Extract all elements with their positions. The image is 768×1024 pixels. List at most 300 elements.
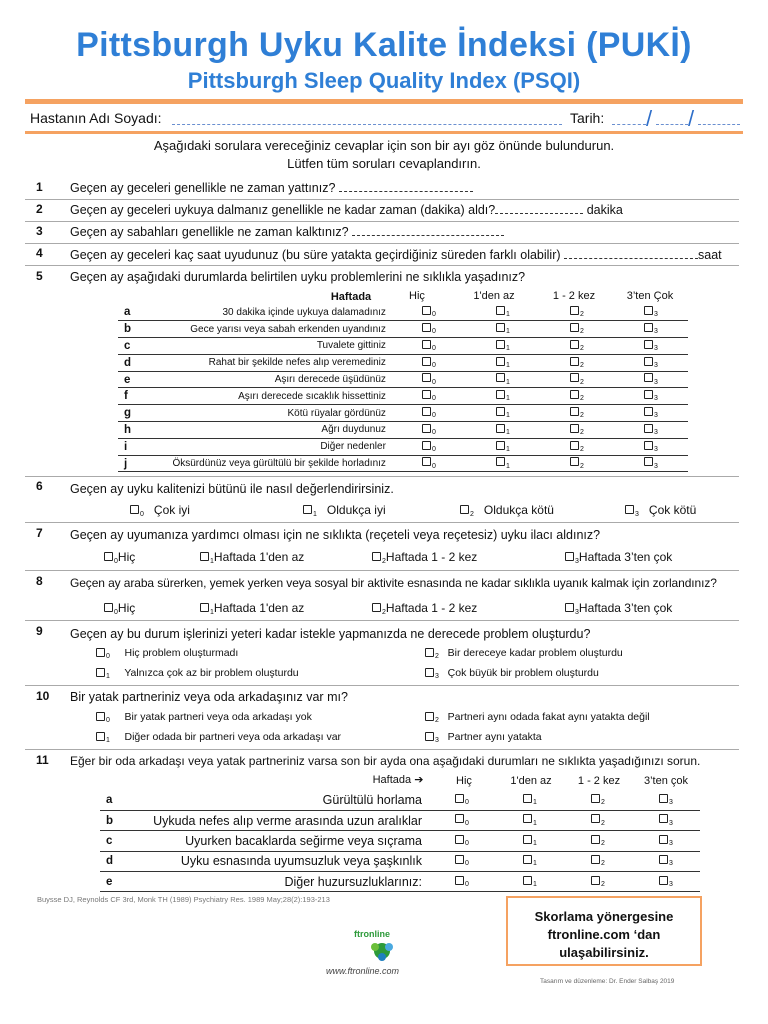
reference: Buysse DJ, Reynolds CF 3rd, Monk TH (1989) Psychiatry Res. 1989 May;28(2):193-213 — [37, 895, 330, 904]
q4-question — [70, 248, 722, 262]
checkbox[interactable] — [496, 390, 505, 399]
score-subscript: 3 — [654, 344, 658, 352]
row-label: Diğer nedenler — [136, 438, 392, 455]
q3-answer-field[interactable] — [352, 226, 504, 236]
checkbox[interactable] — [644, 441, 653, 450]
row-letter: c — [100, 831, 118, 851]
checkbox[interactable] — [570, 306, 579, 315]
row-label: Uyku esnasında uyumsuzluk veya şaşkınlık — [118, 851, 428, 871]
q1-text: Geçen ay geceleri genellikle ne zaman yattınız? — [70, 181, 336, 195]
checkbox[interactable] — [570, 323, 579, 332]
checkbox[interactable] — [591, 794, 600, 803]
checkbox[interactable] — [570, 373, 579, 382]
q6-option-2[interactable]: $_2$ Oldukça kötü — [460, 503, 554, 518]
checkbox[interactable] — [130, 505, 139, 514]
score-subscript: 1 — [505, 344, 510, 352]
q11-col-header: 1'den az — [510, 775, 552, 787]
q7-number: 7 — [36, 526, 43, 540]
checkbox[interactable] — [200, 552, 209, 561]
frequency-option[interactable] — [614, 438, 688, 455]
row-label: Aşırı derecede sıcaklık hissettiniz — [136, 388, 392, 405]
score-subscript: 2 — [579, 328, 584, 336]
q10-number: 10 — [36, 689, 50, 703]
frequency-option[interactable] — [614, 321, 688, 338]
checkbox[interactable] — [659, 835, 668, 844]
q1-number: 1 — [36, 180, 43, 194]
website-link[interactable]: www.ftronline.com — [326, 966, 400, 976]
frequency-option[interactable] — [428, 810, 496, 830]
score-subscript: 3 — [654, 445, 658, 453]
separator — [25, 199, 739, 200]
frequency-option[interactable] — [540, 304, 614, 321]
checkbox[interactable] — [523, 794, 532, 803]
separator — [25, 570, 739, 571]
score-subscript: 1 — [505, 412, 510, 420]
checkbox[interactable] — [644, 424, 653, 433]
frequency-option[interactable] — [392, 405, 466, 422]
row-letter: h — [118, 422, 136, 439]
score-subscript: 3 — [669, 819, 673, 827]
frequency-option[interactable] — [540, 388, 614, 405]
frequency-option[interactable] — [540, 405, 614, 422]
checkbox[interactable] — [659, 814, 668, 823]
frequency-option[interactable] — [540, 354, 614, 371]
frequency-option[interactable] — [466, 388, 540, 405]
table-row — [100, 872, 700, 892]
q2-answer-field[interactable] — [495, 204, 583, 214]
checkbox[interactable] — [422, 340, 431, 349]
checkbox[interactable] — [496, 407, 505, 416]
score-subscript: 2 — [579, 378, 584, 386]
page-title: Pittsburgh Uyku Kalite İndeksi (PUKİ) — [76, 26, 692, 64]
checkbox[interactable] — [523, 855, 532, 864]
header-divider-bottom — [25, 131, 743, 134]
score-subscript: 0 — [431, 395, 436, 403]
q4-suffix: saat — [698, 248, 722, 262]
row-label: Öksürdünüz veya gürültülü bir şekilde horladınız — [136, 455, 392, 472]
checkbox[interactable] — [104, 603, 113, 612]
row-letter: a — [118, 304, 136, 321]
checkbox[interactable] — [523, 876, 532, 885]
checkbox[interactable] — [565, 552, 574, 561]
checkbox[interactable] — [425, 732, 434, 741]
row-label: Kötü rüyalar gördünüz — [136, 405, 392, 422]
q9-option-3[interactable]: $_3$ Çok büyük bir problem oluşturdu — [425, 667, 599, 680]
checkbox[interactable] — [425, 668, 434, 677]
score-subscript: 3 — [669, 798, 673, 806]
frequency-option[interactable] — [564, 810, 632, 830]
frequency-option[interactable] — [540, 321, 614, 338]
score-subscript: 2 — [579, 395, 584, 403]
header-divider-top — [25, 99, 743, 104]
frequency-option[interactable] — [614, 338, 688, 355]
date-month-field[interactable] — [656, 124, 688, 125]
frequency-option[interactable] — [466, 354, 540, 371]
checkbox[interactable] — [591, 855, 600, 864]
score-subscript: 3 — [654, 328, 658, 336]
checkbox[interactable] — [570, 390, 579, 399]
score-subscript: 1 — [533, 798, 537, 806]
frequency-option[interactable] — [564, 831, 632, 851]
checkbox[interactable] — [455, 855, 464, 864]
frequency-option[interactable] — [466, 455, 540, 472]
frequency-option[interactable] — [496, 872, 564, 892]
frequency-option[interactable] — [540, 422, 614, 439]
score-subscript: 1 — [505, 462, 510, 470]
frequency-option[interactable] — [564, 790, 632, 810]
checkbox[interactable] — [644, 306, 653, 315]
table-row — [100, 851, 700, 871]
frequency-option[interactable] — [540, 371, 614, 388]
row-letter: d — [118, 354, 136, 371]
q7-option-0[interactable]: $_0$Hiç — [104, 550, 135, 565]
frequency-option[interactable] — [392, 304, 466, 321]
q9-option-1[interactable]: $_1$ Yalnızca çok az bir problem oluşturdu — [96, 667, 299, 680]
table-row — [118, 455, 688, 472]
q6-option-0[interactable]: $_0$ Çok iyi — [130, 503, 190, 518]
q11-frequency-table — [100, 790, 700, 892]
frequency-option[interactable] — [428, 872, 496, 892]
checkbox[interactable] — [644, 373, 653, 382]
score-subscript: 1 — [505, 445, 510, 453]
q8-number: 8 — [36, 574, 43, 588]
q5-col-header: 3’ten Çok — [626, 290, 674, 302]
q5-text: Geçen ay aşağıdaki durumlarda belirtilen uyku problemlerini ne sıklıkla yaşadınız? — [70, 270, 526, 284]
checkbox[interactable] — [372, 552, 381, 561]
frequency-option[interactable] — [466, 321, 540, 338]
q10-option-2[interactable]: $_2$ Partneri aynı odada fakat aynı yatakta değil — [425, 711, 650, 724]
checkbox[interactable] — [425, 648, 434, 657]
q11-col-header: Hiç — [456, 775, 472, 787]
score-subscript: 0 — [465, 798, 469, 806]
checkbox[interactable] — [570, 340, 579, 349]
table-row — [100, 831, 700, 851]
q8-option-2[interactable]: $_2$Haftada 1 - 2 kez — [372, 601, 477, 616]
row-label: Uykuda nefes alıp verme arasında uzun aralıklar — [118, 810, 428, 830]
frequency-option[interactable] — [614, 455, 688, 472]
frequency-option[interactable] — [614, 371, 688, 388]
separator — [25, 265, 739, 266]
frequency-option[interactable] — [632, 810, 700, 830]
checkbox[interactable] — [644, 340, 653, 349]
frequency-option[interactable] — [496, 831, 564, 851]
frequency-option[interactable] — [496, 851, 564, 871]
frequency-option[interactable] — [392, 321, 466, 338]
q10-option-3[interactable]: $_3$ Partner aynı yatakta — [425, 731, 542, 744]
checkbox[interactable] — [570, 407, 579, 416]
table-row — [118, 371, 688, 388]
checkbox[interactable] — [455, 814, 464, 823]
q8-text: Geçen ay araba sürerken, yemek yerken veya sosyal bir aktivite esnasında ne kadar sıklıkla uyanık kalmak için zorlandınız? — [70, 576, 717, 590]
row-label: Ağrı duydunuz — [136, 422, 392, 439]
row-letter: e — [118, 371, 136, 388]
q10-option-1[interactable]: $_1$ Diğer odada bir partneri veya oda arkadaşı var — [96, 731, 341, 744]
frequency-option[interactable] — [428, 831, 496, 851]
checkbox[interactable] — [644, 407, 653, 416]
score-subscript: 1 — [505, 428, 510, 436]
q8-option-0[interactable]: $_0$Hiç — [104, 601, 135, 616]
score-subscript: 2 — [579, 462, 584, 470]
date-day-field[interactable] — [612, 124, 646, 125]
score-subscript: 3 — [654, 361, 658, 369]
q9-option-2[interactable]: $_2$ Bir dereceye kadar problem oluşturdu — [425, 647, 623, 660]
score-subscript: 1 — [533, 839, 537, 847]
q11-number: 11 — [36, 753, 49, 767]
row-label: Diğer huzursuzluklarınız: — [118, 872, 428, 892]
checkbox[interactable] — [422, 306, 431, 315]
checkbox[interactable] — [644, 390, 653, 399]
score-subscript: 2 — [601, 880, 605, 888]
checkbox[interactable] — [422, 424, 431, 433]
date-label: Tarih: — [570, 110, 605, 126]
table-row — [100, 810, 700, 830]
table-row — [118, 321, 688, 338]
frequency-option[interactable] — [614, 354, 688, 371]
frequency-option[interactable] — [614, 405, 688, 422]
checkbox[interactable] — [425, 712, 434, 721]
checkbox[interactable] — [200, 603, 209, 612]
checkbox[interactable] — [496, 340, 505, 349]
q1-answer-field[interactable] — [339, 182, 473, 192]
page-subtitle: Pittsburgh Sleep Quality Index (PSQI) — [187, 68, 581, 93]
q11-text: Eğer bir oda arkadaşı veya yatak partneriniz varsa son bir ayda ona aşağıdaki durumları ne sıklıkta yaşadığınızı sorun. — [70, 754, 701, 768]
frequency-option[interactable] — [392, 354, 466, 371]
q7-option-1[interactable]: $_1$Haftada 1'den az — [200, 550, 304, 565]
patient-name-field[interactable] — [172, 124, 562, 125]
q3-text: Geçen ay sabahları genellikle ne zaman kalktınız? — [70, 225, 349, 239]
q4-text: Geçen ay geceleri kaç saat uyudunuz (bu süre yatakta geçirdiğiniz süreden farklı olabilir) — [70, 248, 561, 262]
frequency-option[interactable] — [564, 872, 632, 892]
checkbox[interactable] — [422, 323, 431, 332]
q3-question — [70, 225, 504, 239]
checkbox[interactable] — [496, 306, 505, 315]
checkbox[interactable] — [644, 457, 653, 466]
score-subscript: 0 — [431, 412, 436, 420]
checkbox[interactable] — [591, 835, 600, 844]
checkbox[interactable] — [422, 457, 431, 466]
table-row — [100, 790, 700, 810]
score-subscript: 0 — [465, 819, 469, 827]
row-label: Uyurken bacaklarda seğirme veya sıçrama — [118, 831, 428, 851]
score-subscript: 1 — [505, 361, 510, 369]
q2-text: Geçen ay geceleri uykuya dalmanız genellikle ne kadar zaman (dakika) aldı? — [70, 203, 496, 217]
frequency-option[interactable] — [392, 422, 466, 439]
frequency-option[interactable] — [614, 422, 688, 439]
score-subscript: 0 — [431, 445, 436, 453]
score-subscript: 2 — [579, 344, 584, 352]
separator — [25, 749, 739, 750]
score-subscript: 1 — [505, 328, 510, 336]
checkbox[interactable] — [496, 357, 505, 366]
frequency-option[interactable] — [428, 790, 496, 810]
score-subscript: 2 — [601, 860, 605, 868]
checkbox[interactable] — [644, 357, 653, 366]
frequency-option[interactable] — [392, 438, 466, 455]
q7-text: Geçen ay uyumanıza yardımcı olması için ne sıklıkta (reçeteli veya reçetesiz) uyku ilacı aldınız? — [70, 528, 601, 542]
checkbox[interactable] — [659, 794, 668, 803]
checkbox[interactable] — [591, 814, 600, 823]
table-row — [118, 438, 688, 455]
checkbox[interactable] — [460, 505, 469, 514]
checkbox[interactable] — [96, 712, 105, 721]
frequency-option[interactable] — [466, 304, 540, 321]
q11-col-header: 3’ten çok — [643, 775, 689, 787]
score-subscript: 0 — [465, 839, 469, 847]
checkbox[interactable] — [104, 552, 113, 561]
score-subscript: 1 — [505, 311, 510, 319]
q2-number: 2 — [36, 202, 43, 216]
checkbox[interactable] — [455, 835, 464, 844]
checkbox[interactable] — [496, 323, 505, 332]
checkbox[interactable] — [455, 876, 464, 885]
date-year-field[interactable] — [698, 124, 740, 125]
checkbox[interactable] — [422, 373, 431, 382]
q9-option-0[interactable]: $_0$ Hiç problem oluşturmadı — [96, 647, 238, 660]
score-subscript: 3 — [654, 395, 658, 403]
q11-header: Haftada ➔ — [372, 774, 424, 786]
q7-option-2[interactable]: $_2$Haftada 1 - 2 kez — [372, 550, 477, 565]
scoring-info-box: Skorlama yönergesine ftronline.com ‘dan ulaşabilirsiniz. — [506, 896, 702, 966]
score-subscript: 2 — [579, 311, 584, 319]
score-subscript: 2 — [601, 839, 605, 847]
checkbox[interactable] — [659, 876, 668, 885]
score-subscript: 2 — [579, 445, 584, 453]
frequency-option[interactable] — [466, 405, 540, 422]
checkbox[interactable] — [570, 441, 579, 450]
designer-credit: Tasarım ve düzenleme: Dr. Ender Salbaş 2019 — [540, 978, 675, 985]
frequency-option[interactable] — [632, 851, 700, 871]
frequency-option[interactable] — [540, 455, 614, 472]
score-subscript: 2 — [579, 361, 584, 369]
separator — [25, 243, 739, 244]
frequency-option[interactable] — [496, 790, 564, 810]
q2-question — [70, 203, 623, 217]
q9-number: 9 — [36, 624, 43, 638]
frequency-option[interactable] — [392, 371, 466, 388]
checkbox[interactable] — [570, 424, 579, 433]
checkbox[interactable] — [496, 373, 505, 382]
q9-text: Geçen ay bu durum işlerinizi yeteri kadar istekle yapmanızda ne derecede problem oluşturdu? — [70, 627, 591, 641]
checkbox[interactable] — [455, 794, 464, 803]
checkbox[interactable] — [565, 603, 574, 612]
score-subscript: 0 — [431, 361, 436, 369]
frequency-option[interactable] — [614, 388, 688, 405]
frequency-option[interactable] — [496, 810, 564, 830]
score-subscript: 0 — [431, 428, 436, 436]
checkbox[interactable] — [659, 855, 668, 864]
table-row — [118, 354, 688, 371]
checkbox[interactable] — [96, 732, 105, 741]
checkbox[interactable] — [644, 323, 653, 332]
row-letter: b — [100, 810, 118, 830]
frequency-option[interactable] — [466, 438, 540, 455]
frequency-option[interactable] — [632, 790, 700, 810]
score-subscript: 3 — [669, 880, 673, 888]
frequency-option[interactable] — [392, 455, 466, 472]
frequency-option[interactable] — [428, 851, 496, 871]
ftronline-logo-icon — [362, 939, 402, 963]
intro-line-2: Lütfen tüm soruları cevaplandırın. — [287, 156, 481, 171]
q1-question — [70, 181, 473, 195]
table-row — [118, 405, 688, 422]
checkbox[interactable] — [523, 835, 532, 844]
checkbox[interactable] — [422, 390, 431, 399]
separator — [25, 221, 739, 222]
q4-answer-field[interactable] — [564, 249, 698, 259]
frequency-option[interactable] — [466, 338, 540, 355]
score-subscript: 3 — [654, 462, 658, 470]
patient-name-label: Hastanın Adı Soyadı: — [30, 110, 162, 126]
row-letter: c — [118, 338, 136, 355]
row-letter: f — [118, 388, 136, 405]
q4-number: 4 — [36, 246, 43, 260]
row-letter: a — [100, 790, 118, 810]
checkbox[interactable] — [422, 441, 431, 450]
frequency-option[interactable] — [614, 304, 688, 321]
ftronline-logo-text: ftronline — [354, 929, 390, 939]
score-subscript: 0 — [465, 860, 469, 868]
q6-option-3[interactable]: $_3$ Çok kötü — [625, 503, 696, 518]
checkbox[interactable] — [96, 668, 105, 677]
checkbox[interactable] — [422, 407, 431, 416]
frequency-option[interactable] — [392, 388, 466, 405]
q6-option-1[interactable]: $_1$ Oldukça iyi — [303, 503, 386, 518]
frequency-option[interactable] — [466, 422, 540, 439]
checkbox[interactable] — [496, 441, 505, 450]
q11-col-header: 1 - 2 kez — [577, 775, 621, 787]
row-letter: g — [118, 405, 136, 422]
checkbox[interactable] — [570, 457, 579, 466]
checkbox[interactable] — [570, 357, 579, 366]
frequency-option[interactable] — [632, 831, 700, 851]
checkbox[interactable] — [422, 357, 431, 366]
checkbox[interactable] — [625, 505, 634, 514]
checkbox[interactable] — [591, 876, 600, 885]
frequency-option[interactable] — [392, 338, 466, 355]
score-subscript: 2 — [579, 412, 584, 420]
score-subscript: 2 — [601, 798, 605, 806]
q6-number: 6 — [36, 479, 43, 493]
frequency-option[interactable] — [632, 872, 700, 892]
score-subscript: 0 — [431, 311, 436, 319]
checkbox[interactable] — [496, 457, 505, 466]
checkbox[interactable] — [372, 603, 381, 612]
checkbox[interactable] — [496, 424, 505, 433]
frequency-option[interactable] — [466, 371, 540, 388]
row-label: 30 dakika içinde uykuya dalamadınız — [136, 304, 392, 321]
frequency-option[interactable] — [564, 851, 632, 871]
row-label: Tuvalete gittiniz — [136, 338, 392, 355]
q7-option-3[interactable]: $_3$Haftada 3’ten çok — [565, 550, 672, 565]
q8-option-3[interactable]: $_3$Haftada 3’ten çok — [565, 601, 672, 616]
row-letter: i — [118, 438, 136, 455]
score-subscript: 1 — [533, 819, 537, 827]
q10-option-0[interactable]: $_0$ Bir yatak partneri veya oda arkadaşı yok — [96, 711, 312, 724]
checkbox[interactable] — [96, 648, 105, 657]
table-row — [118, 422, 688, 439]
row-label: Aşırı derecede üşüdünüz — [136, 371, 392, 388]
score-subscript: 3 — [654, 378, 658, 386]
row-letter: b — [118, 321, 136, 338]
q8-option-1[interactable]: $_1$Haftada 1'den az — [200, 601, 304, 616]
score-subscript: 3 — [654, 311, 658, 319]
date-separator-1: / — [646, 106, 653, 131]
q3-number: 3 — [36, 224, 43, 238]
checkbox[interactable] — [523, 814, 532, 823]
frequency-option[interactable] — [540, 438, 614, 455]
checkbox[interactable] — [303, 505, 312, 514]
frequency-option[interactable] — [540, 338, 614, 355]
